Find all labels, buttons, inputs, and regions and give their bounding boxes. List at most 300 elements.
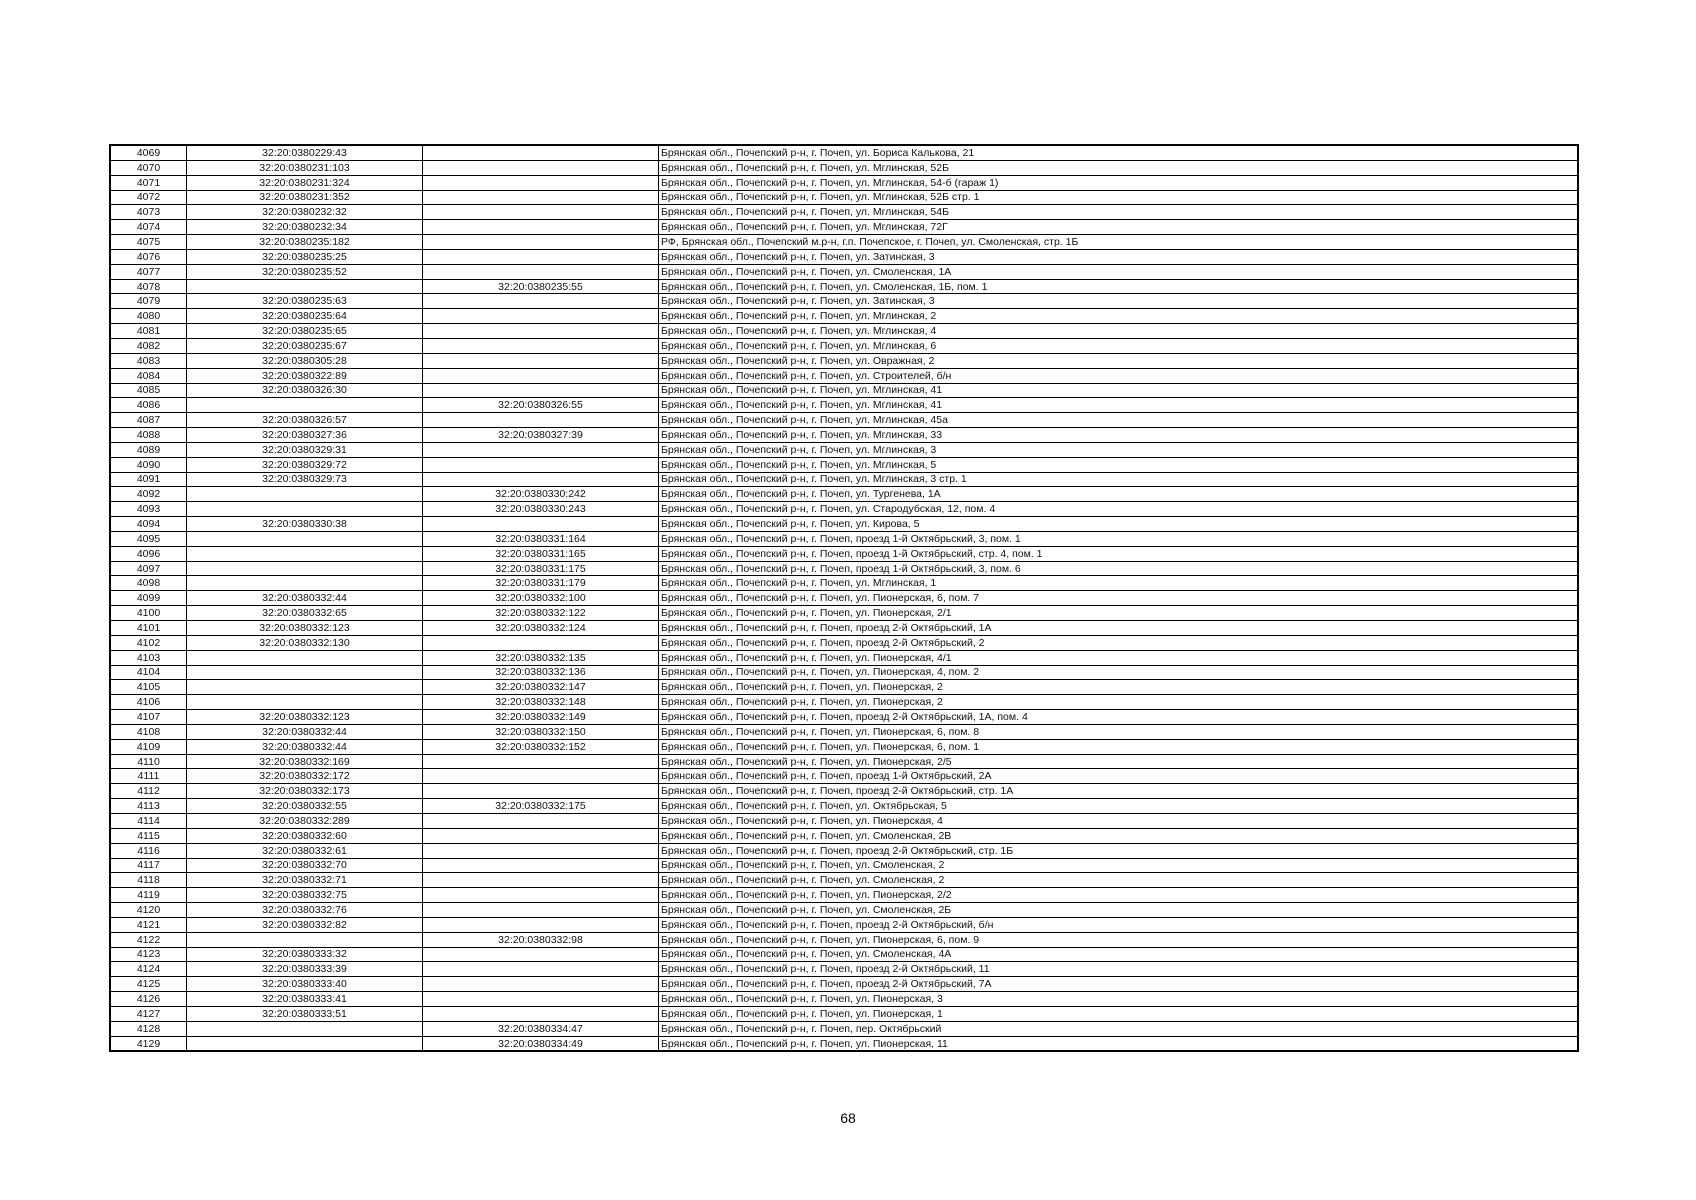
related-cadastral-number-cell: 32:20:0380332:122 <box>423 606 659 621</box>
table-row <box>110 665 1578 680</box>
related-cadastral-number-cell <box>423 294 659 309</box>
row-number-cell: 4120 <box>110 903 187 918</box>
cadastral-number-cell <box>187 487 423 502</box>
related-cadastral-number-cell: 32:20:0380332:100 <box>423 591 659 606</box>
row-number-cell: 4079 <box>110 294 187 309</box>
address-cell: Брянская обл., Почепский р-н, г. Почеп, ул. Мглинская, 3 стр. 1 <box>659 472 1579 487</box>
related-cadastral-number-cell: 32:20:0380332:136 <box>423 665 659 680</box>
row-number-cell: 4084 <box>110 368 187 383</box>
cadastral-number-cell: 32:20:0380232:34 <box>187 220 423 235</box>
table-row <box>110 279 1578 294</box>
cadastral-number-cell: 32:20:0380332:130 <box>187 635 423 650</box>
row-number-cell: 4113 <box>110 799 187 814</box>
related-cadastral-number-cell <box>423 962 659 977</box>
table-row <box>110 947 1578 962</box>
table-row <box>110 932 1578 947</box>
address-cell: Брянская обл., Почепский р-н, г. Почеп, ул. Затинская, 3 <box>659 249 1579 264</box>
related-cadastral-number-cell: 32:20:0380330:242 <box>423 487 659 502</box>
row-number-cell: 4081 <box>110 324 187 339</box>
cadastral-number-cell: 32:20:0380332:60 <box>187 828 423 843</box>
related-cadastral-number-cell: 32:20:0380334:49 <box>423 1036 659 1051</box>
cadastral-number-cell: 32:20:0380332:289 <box>187 813 423 828</box>
table-row <box>110 799 1578 814</box>
address-cell: Брянская обл., Почепский р-н, г. Почеп, проезд 1-й Октябрьский, 3, пом. 1 <box>659 531 1579 546</box>
address-cell: Брянская обл., Почепский р-н, г. Почеп, проезд 2-й Октябрьский, 1А <box>659 621 1579 636</box>
related-cadastral-number-cell <box>423 769 659 784</box>
row-number-cell: 4082 <box>110 338 187 353</box>
row-number-cell: 4099 <box>110 591 187 606</box>
table-row <box>110 190 1578 205</box>
row-number-cell: 4126 <box>110 992 187 1007</box>
table-row <box>110 309 1578 324</box>
row-number-cell: 4108 <box>110 724 187 739</box>
table-row <box>110 1006 1578 1021</box>
cadastral-number-cell <box>187 576 423 591</box>
row-number-cell: 4115 <box>110 828 187 843</box>
related-cadastral-number-cell <box>423 190 659 205</box>
table-row <box>110 205 1578 220</box>
related-cadastral-number-cell: 32:20:0380331:179 <box>423 576 659 591</box>
cadastral-number-cell: 32:20:0380333:40 <box>187 977 423 992</box>
address-cell: Брянская обл., Почепский р-н, г. Почеп, ул. Смоленская, 1Б, пом. 1 <box>659 279 1579 294</box>
cadastral-number-cell: 32:20:0380332:44 <box>187 724 423 739</box>
cadastral-number-cell: 32:20:0380235:65 <box>187 324 423 339</box>
address-cell: Брянская обл., Почепский р-н, г. Почеп, ул. Октябрьская, 5 <box>659 799 1579 814</box>
row-number-cell: 4085 <box>110 383 187 398</box>
related-cadastral-number-cell <box>423 843 659 858</box>
table-row <box>110 873 1578 888</box>
address-cell: Брянская обл., Почепский р-н, г. Почеп, ул. Пионерская, 1 <box>659 1006 1579 1021</box>
address-cell: Брянская обл., Почепский р-н, г. Почеп, ул. Пионерская, 6, пом. 9 <box>659 932 1579 947</box>
related-cadastral-number-cell <box>423 828 659 843</box>
table-row <box>110 368 1578 383</box>
cadastral-number-cell: 32:20:0380235:63 <box>187 294 423 309</box>
cadastral-number-cell <box>187 1036 423 1051</box>
table-row <box>110 1036 1578 1051</box>
table-row <box>110 502 1578 517</box>
row-number-cell: 4116 <box>110 843 187 858</box>
table-row <box>110 606 1578 621</box>
address-cell: Брянская обл., Почепский р-н, г. Почеп, ул. Мглинская, 33 <box>659 428 1579 443</box>
row-number-cell: 4092 <box>110 487 187 502</box>
cadastral-number-cell: 32:20:0380326:57 <box>187 413 423 428</box>
address-cell: Брянская обл., Почепский р-н, г. Почеп, ул. Мглинская, 54-б (гараж 1) <box>659 175 1579 190</box>
row-number-cell: 4080 <box>110 309 187 324</box>
table-row <box>110 517 1578 532</box>
row-number-cell: 4101 <box>110 621 187 636</box>
cadastral-number-cell: 32:20:0380333:32 <box>187 947 423 962</box>
address-cell: Брянская обл., Почепский р-н, г. Почеп, ул. Мглинская, 72Г <box>659 220 1579 235</box>
row-number-cell: 4070 <box>110 160 187 175</box>
related-cadastral-number-cell <box>423 368 659 383</box>
row-number-cell: 4128 <box>110 1021 187 1036</box>
related-cadastral-number-cell: 32:20:0380332:135 <box>423 650 659 665</box>
table-row <box>110 621 1578 636</box>
row-number-cell: 4090 <box>110 457 187 472</box>
cadastral-number-cell: 32:20:0380332:61 <box>187 843 423 858</box>
related-cadastral-number-cell <box>423 754 659 769</box>
row-number-cell: 4129 <box>110 1036 187 1051</box>
cadastral-number-cell: 32:20:0380332:172 <box>187 769 423 784</box>
table-row <box>110 546 1578 561</box>
table-row <box>110 531 1578 546</box>
address-cell: Брянская обл., Почепский р-н, г. Почеп, ул. Пионерская, 4 <box>659 813 1579 828</box>
cadastral-number-cell: 32:20:0380305:28 <box>187 353 423 368</box>
cadastral-number-cell <box>187 1021 423 1036</box>
table-row <box>110 576 1578 591</box>
cadastral-number-cell: 32:20:0380229:43 <box>187 145 423 160</box>
table-row <box>110 398 1578 413</box>
cadastral-number-cell <box>187 546 423 561</box>
cadastral-number-cell: 32:20:0380332:123 <box>187 621 423 636</box>
related-cadastral-number-cell <box>423 873 659 888</box>
related-cadastral-number-cell: 32:20:0380331:165 <box>423 546 659 561</box>
row-number-cell: 4123 <box>110 947 187 962</box>
row-number-cell: 4102 <box>110 635 187 650</box>
table-row <box>110 383 1578 398</box>
cadastral-number-cell <box>187 680 423 695</box>
cadastral-number-cell <box>187 650 423 665</box>
table-row <box>110 962 1578 977</box>
table-row <box>110 754 1578 769</box>
row-number-cell: 4114 <box>110 813 187 828</box>
related-cadastral-number-cell <box>423 160 659 175</box>
table-row <box>110 635 1578 650</box>
cadastral-number-cell: 32:20:0380332:75 <box>187 888 423 903</box>
address-cell: Брянская обл., Почепский р-н, г. Почеп, ул. Смоленская, 2В <box>659 828 1579 843</box>
row-number-cell: 4093 <box>110 502 187 517</box>
address-cell: Брянская обл., Почепский р-н, г. Почеп, ул. Пионерская, 6, пом. 1 <box>659 739 1579 754</box>
address-cell: Брянская обл., Почепский р-н, г. Почеп, проезд 2-й Октябрьский, 1А, пом. 4 <box>659 710 1579 725</box>
address-cell: Брянская обл., Почепский р-н, г. Почеп, ул. Мглинская, 52Б <box>659 160 1579 175</box>
cadastral-number-cell: 32:20:0380330:38 <box>187 517 423 532</box>
cadastral-number-cell: 32:20:0380332:65 <box>187 606 423 621</box>
row-number-cell: 4075 <box>110 235 187 250</box>
row-number-cell: 4125 <box>110 977 187 992</box>
address-cell: Брянская обл., Почепский р-н, г. Почеп, проезд 2-й Октябрьский, 11 <box>659 962 1579 977</box>
related-cadastral-number-cell <box>423 858 659 873</box>
related-cadastral-number-cell: 32:20:0380332:124 <box>423 621 659 636</box>
table-row <box>110 338 1578 353</box>
table-row <box>110 739 1578 754</box>
address-cell: Брянская обл., Почепский р-н, г. Почеп, ул. Мглинская, 41 <box>659 383 1579 398</box>
table-row <box>110 294 1578 309</box>
cadastral-number-cell: 32:20:0380322:89 <box>187 368 423 383</box>
cadastral-number-cell: 32:20:0380333:41 <box>187 992 423 1007</box>
table-row <box>110 903 1578 918</box>
table-row <box>110 977 1578 992</box>
cadastral-number-cell <box>187 502 423 517</box>
table-row <box>110 784 1578 799</box>
table-row <box>110 888 1578 903</box>
row-number-cell: 4096 <box>110 546 187 561</box>
row-number-cell: 4127 <box>110 1006 187 1021</box>
cadastral-number-cell: 32:20:0380332:82 <box>187 917 423 932</box>
table-row <box>110 160 1578 175</box>
cadastral-number-cell: 32:20:0380332:71 <box>187 873 423 888</box>
related-cadastral-number-cell: 32:20:0380235:55 <box>423 279 659 294</box>
related-cadastral-number-cell: 32:20:0380332:152 <box>423 739 659 754</box>
cadastral-number-cell: 32:20:0380332:44 <box>187 591 423 606</box>
address-cell: РФ, Брянская обл., Почепский м.р-н, г.п. Почепское, г. Почеп, ул. Смоленская, стр. 1Б <box>659 235 1579 250</box>
row-number-cell: 4122 <box>110 932 187 947</box>
address-cell: Брянская обл., Почепский р-н, г. Почеп, ул. Мглинская, 6 <box>659 338 1579 353</box>
table-row <box>110 413 1578 428</box>
address-cell: Брянская обл., Почепский р-н, г. Почеп, ул. Мглинская, 3 <box>659 442 1579 457</box>
row-number-cell: 4117 <box>110 858 187 873</box>
table-row <box>110 561 1578 576</box>
row-number-cell: 4106 <box>110 695 187 710</box>
related-cadastral-number-cell: 32:20:0380331:175 <box>423 561 659 576</box>
table-row <box>110 917 1578 932</box>
row-number-cell: 4098 <box>110 576 187 591</box>
address-cell: Брянская обл., Почепский р-н, г. Почеп, ул. Смоленская, 2 <box>659 873 1579 888</box>
related-cadastral-number-cell <box>423 517 659 532</box>
related-cadastral-number-cell <box>423 383 659 398</box>
related-cadastral-number-cell <box>423 264 659 279</box>
address-cell: Брянская обл., Почепский р-н, г. Почеп, проезд 2-й Октябрьский, стр. 1Б <box>659 843 1579 858</box>
row-number-cell: 4111 <box>110 769 187 784</box>
related-cadastral-number-cell <box>423 1006 659 1021</box>
row-number-cell: 4073 <box>110 205 187 220</box>
cadastral-number-cell: 32:20:0380332:70 <box>187 858 423 873</box>
related-cadastral-number-cell <box>423 917 659 932</box>
address-cell: Брянская обл., Почепский р-н, г. Почеп, ул. Кирова, 5 <box>659 517 1579 532</box>
table-row <box>110 858 1578 873</box>
row-number-cell: 4078 <box>110 279 187 294</box>
related-cadastral-number-cell: 32:20:0380332:148 <box>423 695 659 710</box>
related-cadastral-number-cell <box>423 784 659 799</box>
related-cadastral-number-cell: 32:20:0380332:98 <box>423 932 659 947</box>
table-row <box>110 843 1578 858</box>
related-cadastral-number-cell <box>423 145 659 160</box>
row-number-cell: 4124 <box>110 962 187 977</box>
row-number-cell: 4097 <box>110 561 187 576</box>
related-cadastral-number-cell: 32:20:0380332:149 <box>423 710 659 725</box>
row-number-cell: 4094 <box>110 517 187 532</box>
table-row <box>110 353 1578 368</box>
table-row <box>110 235 1578 250</box>
cadastral-number-cell: 32:20:0380332:123 <box>187 710 423 725</box>
address-cell: Брянская обл., Почепский р-н, г. Почеп, ул. Пионерская, 2 <box>659 680 1579 695</box>
row-number-cell: 4076 <box>110 249 187 264</box>
table-row <box>110 695 1578 710</box>
cadastral-number-cell: 32:20:0380332:76 <box>187 903 423 918</box>
related-cadastral-number-cell: 32:20:0380332:175 <box>423 799 659 814</box>
row-number-cell: 4119 <box>110 888 187 903</box>
cadastral-number-cell <box>187 398 423 413</box>
row-number-cell: 4105 <box>110 680 187 695</box>
row-number-cell: 4088 <box>110 428 187 443</box>
address-cell: Брянская обл., Почепский р-н, г. Почеп, ул. Стародубская, 12, пом. 4 <box>659 502 1579 517</box>
row-number-cell: 4089 <box>110 442 187 457</box>
related-cadastral-number-cell <box>423 992 659 1007</box>
address-cell: Брянская обл., Почепский р-н, г. Почеп, проезд 2-й Октябрьский, 7А <box>659 977 1579 992</box>
row-number-cell: 4083 <box>110 353 187 368</box>
address-cell: Брянская обл., Почепский р-н, г. Почеп, ул. Мглинская, 1 <box>659 576 1579 591</box>
table-row <box>110 264 1578 279</box>
page-number: 68 <box>840 1110 856 1126</box>
address-cell: Брянская обл., Почепский р-н, г. Почеп, ул. Мглинская, 45а <box>659 413 1579 428</box>
cadastral-number-cell: 32:20:0380333:51 <box>187 1006 423 1021</box>
row-number-cell: 4104 <box>110 665 187 680</box>
cadastral-number-cell: 32:20:0380231:103 <box>187 160 423 175</box>
cadastral-number-cell: 32:20:0380329:73 <box>187 472 423 487</box>
property-table <box>109 144 1579 1052</box>
related-cadastral-number-cell <box>423 235 659 250</box>
table-row <box>110 487 1578 502</box>
table-row <box>110 992 1578 1007</box>
cadastral-number-cell: 32:20:0380329:31 <box>187 442 423 457</box>
row-number-cell: 4095 <box>110 531 187 546</box>
address-cell: Брянская обл., Почепский р-н, г. Почеп, пер. Октябрьский <box>659 1021 1579 1036</box>
table-row <box>110 769 1578 784</box>
row-number-cell: 4118 <box>110 873 187 888</box>
cadastral-number-cell: 32:20:0380235:182 <box>187 235 423 250</box>
row-number-cell: 4077 <box>110 264 187 279</box>
address-cell: Брянская обл., Почепский р-н, г. Почеп, проезд 1-й Октябрьский, стр. 4, пом. 1 <box>659 546 1579 561</box>
row-number-cell: 4110 <box>110 754 187 769</box>
cadastral-number-cell: 32:20:0380332:44 <box>187 739 423 754</box>
cadastral-number-cell: 32:20:0380333:39 <box>187 962 423 977</box>
address-cell: Брянская обл., Почепский р-н, г. Почеп, ул. Пионерская, 4/1 <box>659 650 1579 665</box>
related-cadastral-number-cell: 32:20:0380330:243 <box>423 502 659 517</box>
table-row <box>110 145 1578 160</box>
address-cell: Брянская обл., Почепский р-н, г. Почеп, ул. Пионерская, 2/2 <box>659 888 1579 903</box>
cadastral-number-cell <box>187 665 423 680</box>
related-cadastral-number-cell <box>423 220 659 235</box>
row-number-cell: 4107 <box>110 710 187 725</box>
related-cadastral-number-cell <box>423 472 659 487</box>
cadastral-number-cell: 32:20:0380327:36 <box>187 428 423 443</box>
table-row <box>110 680 1578 695</box>
related-cadastral-number-cell <box>423 635 659 650</box>
table-row <box>110 249 1578 264</box>
row-number-cell: 4121 <box>110 917 187 932</box>
cadastral-number-cell: 32:20:0380231:324 <box>187 175 423 190</box>
address-cell: Брянская обл., Почепский р-н, г. Почеп, ул. Пионерская, 2/1 <box>659 606 1579 621</box>
related-cadastral-number-cell <box>423 413 659 428</box>
related-cadastral-number-cell <box>423 888 659 903</box>
cadastral-number-cell: 32:20:0380235:25 <box>187 249 423 264</box>
table-row <box>110 428 1578 443</box>
table-row <box>110 175 1578 190</box>
related-cadastral-number-cell <box>423 249 659 264</box>
table-row <box>110 472 1578 487</box>
address-cell: Брянская обл., Почепский р-н, г. Почеп, ул. Пионерская, 2 <box>659 695 1579 710</box>
cadastral-number-cell: 32:20:0380235:52 <box>187 264 423 279</box>
row-number-cell: 4069 <box>110 145 187 160</box>
address-cell: Брянская обл., Почепский р-н, г. Почеп, ул. Смоленская, 1А <box>659 264 1579 279</box>
address-cell: Брянская обл., Почепский р-н, г. Почеп, проезд 1-й Октябрьский, 3, пом. 6 <box>659 561 1579 576</box>
address-cell: Брянская обл., Почепский р-н, г. Почеп, ул. Мглинская, 4 <box>659 324 1579 339</box>
address-cell: Брянская обл., Почепский р-н, г. Почеп, проезд 2-й Октябрьский, б/н <box>659 917 1579 932</box>
cadastral-number-cell: 32:20:0380332:169 <box>187 754 423 769</box>
table-row <box>110 442 1578 457</box>
related-cadastral-number-cell: 32:20:0380326:55 <box>423 398 659 413</box>
related-cadastral-number-cell <box>423 977 659 992</box>
address-cell: Брянская обл., Почепский р-н, г. Почеп, ул. Пионерская, 6, пом. 7 <box>659 591 1579 606</box>
cadastral-number-cell: 32:20:0380235:67 <box>187 338 423 353</box>
address-cell: Брянская обл., Почепский р-н, г. Почеп, ул. Пионерская, 11 <box>659 1036 1579 1051</box>
address-cell: Брянская обл., Почепский р-н, г. Почеп, проезд 1-й Октябрьский, 2А <box>659 769 1579 784</box>
table-row <box>110 457 1578 472</box>
table-row <box>110 220 1578 235</box>
address-cell: Брянская обл., Почепский р-н, г. Почеп, ул. Тургенева, 1А <box>659 487 1579 502</box>
address-cell: Брянская обл., Почепский р-н, г. Почеп, ул. Мглинская, 5 <box>659 457 1579 472</box>
address-cell: Брянская обл., Почепский р-н, г. Почеп, ул. Пионерская, 3 <box>659 992 1579 1007</box>
related-cadastral-number-cell <box>423 175 659 190</box>
table-row <box>110 724 1578 739</box>
related-cadastral-number-cell <box>423 353 659 368</box>
related-cadastral-number-cell: 32:20:0380332:150 <box>423 724 659 739</box>
address-cell: Брянская обл., Почепский р-н, г. Почеп, ул. Пионерская, 2/5 <box>659 754 1579 769</box>
address-cell: Брянская обл., Почепский р-н, г. Почеп, ул. Мглинская, 2 <box>659 309 1579 324</box>
cadastral-number-cell: 32:20:0380235:64 <box>187 309 423 324</box>
row-number-cell: 4100 <box>110 606 187 621</box>
address-cell: Брянская обл., Почепский р-н, г. Почеп, ул. Смоленская, 2Б <box>659 903 1579 918</box>
cadastral-number-cell: 32:20:0380332:173 <box>187 784 423 799</box>
address-cell: Брянская обл., Почепский р-н, г. Почеп, ул. Смоленская, 4А <box>659 947 1579 962</box>
table-row <box>110 710 1578 725</box>
row-number-cell: 4074 <box>110 220 187 235</box>
address-cell: Брянская обл., Почепский р-н, г. Почеп, ул. Бориса Калькова, 21 <box>659 145 1579 160</box>
address-cell: Брянская обл., Почепский р-н, г. Почеп, ул. Пионерская, 4, пом. 2 <box>659 665 1579 680</box>
cadastral-number-cell <box>187 531 423 546</box>
address-cell: Брянская обл., Почепский р-н, г. Почеп, ул. Мглинская, 41 <box>659 398 1579 413</box>
cadastral-number-cell <box>187 932 423 947</box>
related-cadastral-number-cell: 32:20:0380331:164 <box>423 531 659 546</box>
related-cadastral-number-cell: 32:20:0380332:147 <box>423 680 659 695</box>
table-row <box>110 591 1578 606</box>
related-cadastral-number-cell <box>423 324 659 339</box>
address-cell: Брянская обл., Почепский р-н, г. Почеп, ул. Строителей, б/н <box>659 368 1579 383</box>
table-row <box>110 1021 1578 1036</box>
cadastral-number-cell: 32:20:0380329:72 <box>187 457 423 472</box>
related-cadastral-number-cell <box>423 205 659 220</box>
related-cadastral-number-cell <box>423 947 659 962</box>
address-cell: Брянская обл., Почепский р-н, г. Почеп, ул. Мглинская, 52Б стр. 1 <box>659 190 1579 205</box>
address-cell: Брянская обл., Почепский р-н, г. Почеп, ул. Мглинская, 54Б <box>659 205 1579 220</box>
row-number-cell: 4087 <box>110 413 187 428</box>
related-cadastral-number-cell: 32:20:0380334:47 <box>423 1021 659 1036</box>
row-number-cell: 4086 <box>110 398 187 413</box>
cadastral-number-cell: 32:20:0380332:55 <box>187 799 423 814</box>
cadastral-number-cell: 32:20:0380326:30 <box>187 383 423 398</box>
address-cell: Брянская обл., Почепский р-н, г. Почеп, ул. Затинская, 3 <box>659 294 1579 309</box>
table-row <box>110 324 1578 339</box>
row-number-cell: 4091 <box>110 472 187 487</box>
related-cadastral-number-cell <box>423 442 659 457</box>
cadastral-number-cell <box>187 279 423 294</box>
related-cadastral-number-cell <box>423 903 659 918</box>
row-number-cell: 4112 <box>110 784 187 799</box>
related-cadastral-number-cell <box>423 813 659 828</box>
cadastral-number-cell <box>187 695 423 710</box>
cadastral-number-cell: 32:20:0380231:352 <box>187 190 423 205</box>
table-row <box>110 813 1578 828</box>
row-number-cell: 4072 <box>110 190 187 205</box>
address-cell: Брянская обл., Почепский р-н, г. Почеп, ул. Пионерская, 6, пом. 8 <box>659 724 1579 739</box>
related-cadastral-number-cell <box>423 457 659 472</box>
row-number-cell: 4071 <box>110 175 187 190</box>
cadastral-number-cell: 32:20:0380232:32 <box>187 205 423 220</box>
related-cadastral-number-cell <box>423 338 659 353</box>
address-cell: Брянская обл., Почепский р-н, г. Почеп, ул. Овражная, 2 <box>659 353 1579 368</box>
row-number-cell: 4109 <box>110 739 187 754</box>
address-cell: Брянская обл., Почепский р-н, г. Почеп, проезд 2-й Октябрьский, 2 <box>659 635 1579 650</box>
address-cell: Брянская обл., Почепский р-н, г. Почеп, ул. Смоленская, 2 <box>659 858 1579 873</box>
